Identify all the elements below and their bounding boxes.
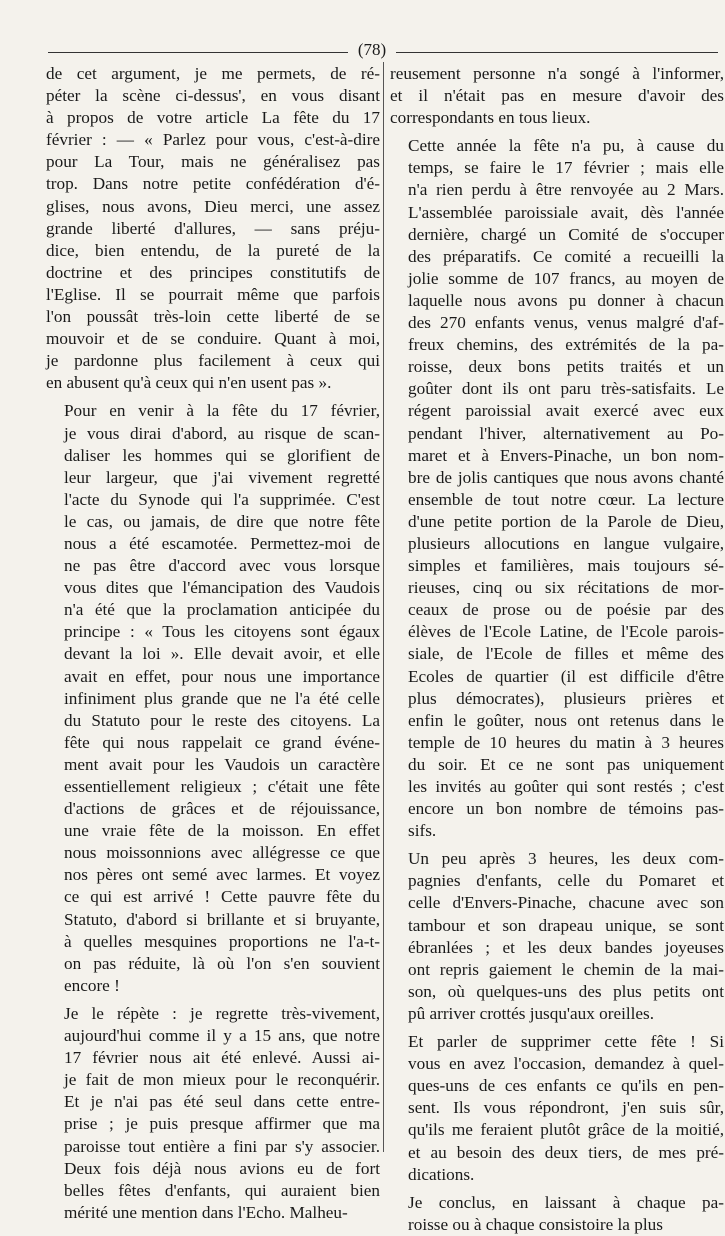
text-line: goûter dont ils ont paru très-satisfaits. Le	[408, 379, 724, 399]
text-line: reusement personne n'a songé à l'informer,	[390, 64, 724, 83]
left-column	[46, 63, 380, 1224]
text-line: Pour en venir à la fête du 17 février,	[64, 401, 380, 421]
column-divider	[383, 62, 384, 1152]
text-line: dice, bien entendu, de la pureté de la	[46, 240, 380, 260]
text-line: plusieurs allocutions en langue vulgaire,	[408, 533, 724, 553]
text-line: de cet argument, je me permets, de ré-	[46, 64, 380, 83]
text-line: Et je n'ai pas été seul dans cette entre-	[64, 1092, 380, 1112]
text-line: fête qui nous rappelait ce grand événe-	[64, 732, 380, 752]
text-line: pendant l'hiver, alternativement au Po-	[408, 423, 724, 443]
text-line: on pas réduite, là où l'on s'en souvient	[64, 953, 380, 973]
text-line: rieuses, cinq ou six récitations de mor-	[408, 578, 724, 598]
text-line: péter la scène ci-dessus', en vous disant	[46, 86, 380, 106]
text-line: Ecoles de quartier (il est difficile d'être	[408, 666, 724, 686]
text-line: le cas, ou jamais, de dire que notre fête	[64, 511, 380, 531]
text-line: ne pas être d'accord avec vous lorsque	[64, 556, 380, 576]
text-line: des 270 enfants venus, venus malgré d'af-	[408, 313, 724, 333]
text-line: vous en avez l'occasion, demandez à quel-	[408, 1054, 724, 1074]
text-line: infiniment plus grande que ne l'a été celle	[64, 688, 380, 708]
text-line: ques-uns de ces enfants ce qu'ils en pen-	[408, 1076, 724, 1096]
text-line: nous a été escamotée. Permettez-moi de	[64, 533, 380, 553]
text-line: roisse, deux bons petits traités et un	[408, 357, 724, 377]
paragraph	[46, 1003, 380, 1224]
text-line: ceaux de prose ou de poésie par des	[408, 600, 724, 620]
text-line: d'actions de grâces et de réjouissance,	[64, 799, 380, 819]
text-line: encore un bon nombre de témoins pas-	[408, 799, 724, 819]
text-line: à propos de votre article La fête du 17	[46, 108, 380, 128]
paragraph	[390, 848, 724, 1025]
text-line: n'a été que la proclamation anticipée du	[64, 600, 380, 620]
text-line: temple de 10 heures du matin à 3 heures	[408, 732, 724, 752]
header-rule-right	[396, 52, 718, 53]
text-line: une vraie fête de la moisson. En effet	[64, 821, 380, 841]
header-rule-left	[48, 52, 348, 53]
text-line: bre de jolis cantiques que nous avons chanté	[408, 467, 724, 487]
text-line: pagnies d'enfants, celle du Pomaret et	[408, 871, 724, 891]
text-line: je vous dirai d'abord, au risque de scan-	[64, 423, 380, 443]
text-line: 17 février nous ait été enlevé. Aussi ai-	[64, 1048, 380, 1068]
text-line: pû arriver crottés jusqu'aux oreilles.	[408, 1003, 655, 1023]
text-line: essentiellement religieux ; c'était une fête	[64, 777, 380, 796]
text-line: roisse ou à chaque consistoire la plus	[408, 1214, 663, 1234]
text-line: grande liberté d'allures, — sans préju-	[46, 218, 380, 238]
text-line: aujourd'hui comme il y a 15 ans, que notre	[64, 1026, 380, 1046]
text-line: devant la loi ». Elle devait avoir, et elle	[64, 644, 380, 664]
text-line: élèves de l'Ecole Latine, de l'Ecole parois-	[408, 622, 724, 642]
text-line: pour La Tour, mais ne généralisez pas	[46, 152, 380, 172]
text-line: ment avait pour les Vaudois un caractère	[64, 754, 380, 774]
text-line: celle d'Envers-Pinache, chacune avec son	[408, 893, 724, 913]
text-line: des préparatifs. Ce comité a recueilli la	[408, 246, 724, 266]
text-line: Cette année la fête n'a pu, à cause du	[408, 136, 724, 156]
text-line: d'une petite portion de la Parole de Dieu,	[408, 511, 724, 531]
text-line: temps, se faire le 17 février ; mais elle	[408, 158, 724, 178]
text-line: du soir. Et ce ne sont pas uniquement	[408, 754, 724, 774]
text-line: mouvoir et de se conduire. Quant à moi,	[46, 329, 380, 349]
text-line: ce qui est arrivé ! Cette pauvre fête du	[64, 887, 380, 907]
text-line: daliser les hommes qui se glorifient de	[64, 445, 380, 465]
text-line: l'Eglise. Il se pourrait même que parfois	[46, 284, 380, 304]
text-line: je pardonne plus facilement à ceux qui	[46, 351, 380, 371]
text-line: Deux fois déjà nous avions eu de fort	[64, 1158, 380, 1178]
text-line: prise ; je puis presque affirmer que ma	[64, 1114, 380, 1134]
text-line: sent. Ils vous répondront, j'en suis sûr,	[408, 1098, 724, 1118]
text-line: ébranlées ; et les deux bandes joyeuses	[408, 937, 724, 957]
text-line: février : — « Parlez pour vous, c'est-à-dire	[46, 130, 380, 150]
text-line: les invités au goûter qui sont restés ; c'est	[408, 777, 724, 796]
text-line: glises, nous avons, Dieu merci, une assez	[46, 196, 380, 216]
text-line: ensemble de tout notre cœur. La lecture	[408, 489, 724, 509]
paragraph	[390, 1192, 724, 1236]
text-line: tambour et son drapeau unique, se sont	[408, 915, 724, 935]
paragraph	[390, 1031, 724, 1186]
text-line: mérité une mention dans l'Echo. Malheu-	[64, 1202, 348, 1222]
text-line: et au besoin des deux tiers, de mes pré-	[408, 1142, 724, 1162]
text-line: en abusent qu'à ceux qui n'en usent pas ».	[46, 373, 332, 393]
text-line: Statuto, d'abord si brillante et si bruyante,	[64, 909, 380, 929]
text-line: doctrine et des principes constitutifs de	[46, 262, 380, 282]
text-line: correspondants en tous lieux.	[390, 108, 591, 128]
text-line: L'assemblée paroissiale avait, dès l'année	[408, 202, 724, 222]
text-line: avait en effet, pour nous une importance	[64, 666, 380, 686]
text-line: dernière, chargé un Comité de s'occuper	[408, 224, 724, 244]
text-line: du Statuto pour le reste des citoyens. La	[64, 710, 380, 730]
text-line: Je le répète : je regrette très-vivement,	[64, 1003, 380, 1023]
text-line: laquelle nous avons pu donner à chacun	[408, 290, 724, 310]
text-line: belles fêtes d'enfants, qui auraient bien	[64, 1180, 380, 1200]
text-line: vous dites que l'émancipation des Vaudois	[64, 578, 380, 598]
text-line: nous moissonnions avec allégresse ce que	[64, 843, 380, 863]
text-line: à quelles mesquines proportions ne l'a-t-	[64, 931, 380, 951]
text-line: trop. Dans notre petite confédération d'é-	[46, 174, 380, 194]
paragraph	[46, 400, 380, 997]
text-line: paroisse tout entière a fini par s'y associer.	[64, 1136, 380, 1156]
text-line: enfin le goûter, nous ont retenus dans le	[408, 710, 724, 730]
text-line: encore !	[64, 975, 120, 995]
text-line: freux chemins, des extrémités de la pa-	[408, 335, 724, 355]
text-line: nos pères ont semé avec larmes. Et voyez	[64, 865, 380, 885]
text-line: ont repris gaiement le chemin de la mai-	[408, 959, 724, 979]
text-line: siale, de l'Ecole de filles et même des	[408, 644, 724, 664]
text-line: n'a rien perdu à être renvoyée au 2 Mars.	[408, 180, 724, 200]
page-number: (78)	[357, 40, 387, 59]
paragraph	[390, 63, 724, 129]
text-line: l'acte du Synode qui l'a supprimée. C'est	[64, 489, 380, 509]
text-line: Un peu après 3 heures, les deux com-	[408, 849, 724, 869]
paragraph	[390, 135, 724, 842]
text-line: maret et à Envers-Pinache, un bon nom-	[408, 445, 724, 465]
right-column	[390, 63, 724, 1236]
text-line: qu'ils me feraient plutôt grâce de la moitié,	[408, 1120, 724, 1140]
text-line: son, où quelques-uns des plus petits ont	[408, 981, 724, 1001]
text-line: régent paroissial avait exercé avec eux	[408, 401, 724, 421]
text-line: dications.	[408, 1164, 475, 1184]
paragraph	[46, 63, 380, 394]
text-line: l'on poussât très-loin cette liberté de se	[46, 307, 380, 327]
text-line: sifs.	[408, 821, 437, 841]
text-line: leur largeur, que j'ai vivement regretté	[64, 467, 380, 487]
text-line: Je conclus, en laissant à chaque pa-	[408, 1192, 724, 1212]
text-line: plus démocrates), plusieurs prières et	[408, 688, 724, 708]
text-line: Et parler de supprimer cette fête ! Si	[408, 1032, 724, 1052]
text-line: principe : « Tous les citoyens sont égaux	[64, 622, 380, 642]
text-line: simples et familières, mais toujours sé-	[408, 556, 724, 576]
text-line: je fait de mon mieux pour le reconquérir.	[64, 1070, 380, 1090]
text-line: jolie somme de 107 francs, au moyen de	[408, 268, 724, 288]
text-line: et il n'était pas en mesure d'avoir des	[390, 86, 724, 106]
